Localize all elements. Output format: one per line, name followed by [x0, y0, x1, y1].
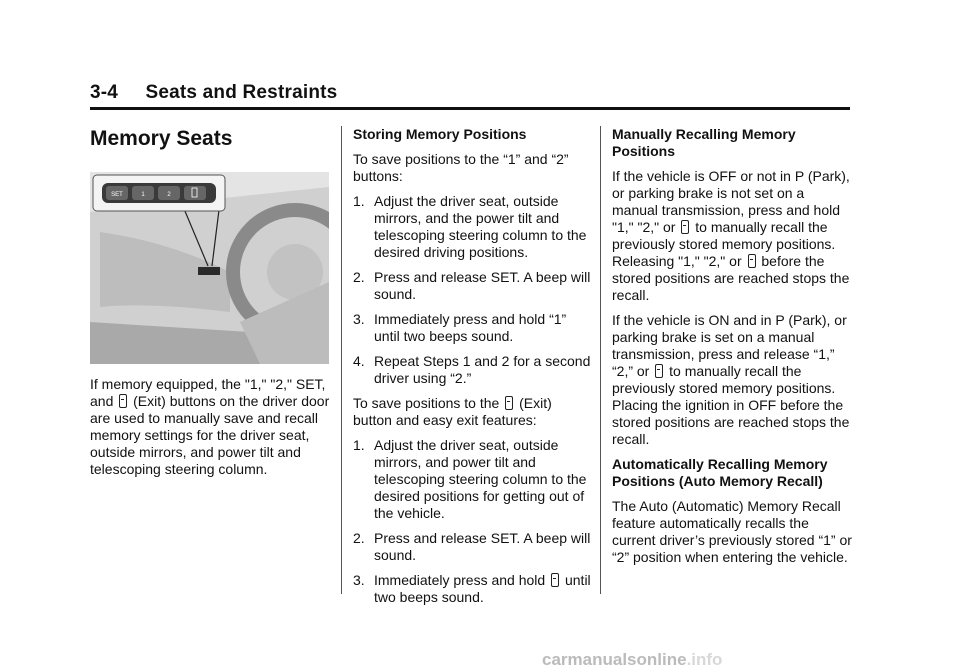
auto-recall-paragraph: The Auto (Automatic) Memory Recall feature automatically recalls the current driver’s previously stored “1” or “2” position when entering the vehicle.: [612, 498, 852, 565]
manual-recall-paragraph-2: [612, 312, 852, 448]
exit-intro: [353, 395, 593, 429]
watermark-suffix: .info: [686, 650, 723, 669]
exit-icon: [748, 254, 756, 268]
paragraph-text: If the vehicle is OFF or not in P (Park), or parking brake is not set on a manual transmission, press and hold "1," "2," or: [612, 168, 850, 235]
watermark-text: carmanualsonline: [542, 650, 687, 669]
column-1: [90, 126, 330, 486]
button-1-label: 1: [141, 192, 145, 198]
exit-icon: [681, 220, 689, 234]
auto-recall-heading: Automatically Recalling Memory Positions (Auto Memory Recall): [612, 456, 828, 489]
paragraph-text: to manually recall the previously stored memory positions. Placing the ignition in OFF before the stored positions are reached stops the recall.: [612, 363, 850, 447]
exit-icon: [655, 364, 663, 378]
button-2-label: 2: [167, 192, 171, 198]
storing-intro: To save positions to the “1” and “2” buttons:: [353, 151, 569, 184]
manual-recall-paragraph-1: [612, 168, 852, 304]
list-item: 1. Adjust the driver seat, outside mirrors, and the power tilt and telescoping steering column to the desired driving positions.: [353, 193, 587, 260]
memory-seats-paragraph: [90, 376, 330, 478]
step-text: Immediately press and hold: [374, 572, 546, 588]
paragraph-text: to manually recall the previously stored memory positions. Releasing "1," "2," or: [612, 219, 836, 269]
watermark: [542, 650, 722, 670]
paragraph-text: If memory equipped, the "1," "2," SET, and: [90, 376, 326, 409]
paragraph-text: To save positions to the: [353, 395, 500, 411]
section-title: Memory Seats: [90, 127, 233, 150]
header-rule: [90, 107, 850, 110]
manual-recall-heading: Manually Recalling Memory Positions: [612, 126, 796, 159]
exit-icon: [551, 573, 559, 587]
exit-steps: [353, 437, 593, 606]
list-item: 3. Immediately press and hold “1” until two beeps sound.: [353, 311, 567, 344]
list-item: 3. Immediately press and hold until two beeps sound.: [353, 572, 591, 605]
paragraph-text: before the stored positions are reached stops the recall.: [612, 253, 850, 303]
page-header: [90, 82, 850, 104]
storing-heading: Storing Memory Positions: [353, 126, 527, 142]
exit-icon: [119, 394, 127, 408]
step-text: Adjust the driver seat, outside mirrors, and power tilt and telescoping steering column to the desired positions for getting out of the vehicle.: [374, 437, 587, 521]
step-text: Repeat Steps 1 and 2 for a second driver using “2.”: [374, 353, 591, 386]
list-item: 4. Repeat Steps 1 and 2 for a second driver using “2.”: [353, 353, 591, 386]
step-text: Immediately press and hold “1” until two beeps sound.: [374, 311, 567, 344]
step-text: Adjust the driver seat, outside mirrors, and the power tilt and telescoping steering column to the desired driving positions.: [374, 193, 587, 260]
step-text: Press and release SET. A beep will sound.: [374, 269, 591, 302]
set-button-label: SET: [111, 192, 123, 198]
list-item: 1. Adjust the driver seat, outside mirrors, and power tilt and telescoping steering column to the desired positions for getting out of the vehicle.: [353, 437, 587, 521]
list-item: 2. Press and release SET. A beep will sound.: [353, 269, 591, 302]
door-memory-buttons-illustration: [90, 172, 329, 364]
list-item: 2. Press and release SET. A beep will sound.: [353, 530, 591, 563]
paragraph-text: If the vehicle is ON and in P (Park), or parking brake is set on a manual transmission, press and release “1,” “2,” or: [612, 312, 847, 379]
column-divider: [600, 126, 601, 594]
column-2: [353, 126, 593, 614]
column-3: [612, 126, 852, 574]
column-divider: [341, 126, 342, 594]
step-text: Press and release SET. A beep will sound.: [374, 530, 591, 563]
exit-icon: [505, 396, 513, 410]
paragraph-text: (Exit) buttons on the driver door are used to manually save and recall memory settings for the driver seat, outside mirrors, and power tilt and telescoping steering column.: [90, 393, 330, 477]
step-text: until two beeps sound.: [374, 572, 591, 605]
storing-steps: [353, 193, 593, 387]
paragraph-text: (Exit) button and easy exit features:: [353, 395, 552, 428]
page-title: 3-4 Seats and Restraints: [90, 82, 338, 103]
